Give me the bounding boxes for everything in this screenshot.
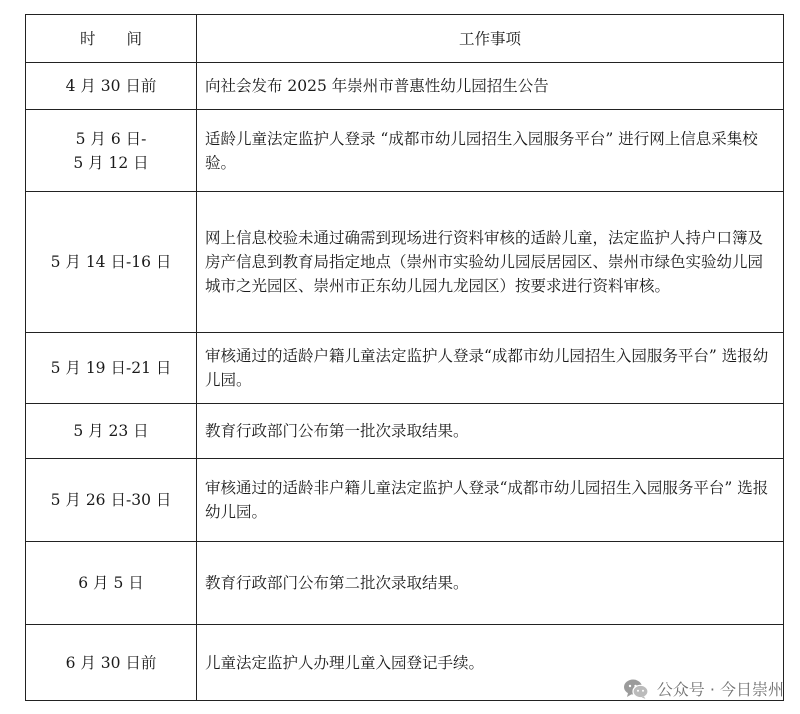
row-time: 6 月 5 日	[26, 542, 197, 625]
row-task: 审核通过的适龄非户籍儿童法定监护人登录“成都市幼儿园招生入园服务平台” 选报幼儿园。	[197, 459, 784, 542]
row-time: 6 月 30 日前	[26, 625, 197, 701]
row-task: 网上信息校验未通过确需到现场进行资料审核的适龄儿童，法定监护人持户口簿及房产信息到教育局指定地点（崇州市实验幼儿园辰居园区、崇州市绿色实验幼儿园城市之光园区、崇州市正东幼儿园九龙园区）按要求进行资料审核。	[197, 192, 784, 333]
row-time: 5 月 26 日-30 日	[26, 459, 197, 542]
table-row	[26, 459, 784, 542]
row-time: 4 月 30 日前	[26, 63, 197, 110]
header-task: 工作事项	[197, 15, 784, 63]
wechat-watermark	[623, 677, 784, 700]
table-row	[26, 110, 784, 192]
row-time: 5 月 6 日- 5 月 12 日	[26, 110, 197, 192]
table-row	[26, 63, 784, 110]
row-task: 适龄儿童法定监护人登录 “成都市幼儿园招生入园服务平台” 进行网上信息采集校验。	[197, 110, 784, 192]
row-task: 向社会发布 2025 年崇州市普惠性幼儿园招生公告	[197, 63, 784, 110]
row-task: 教育行政部门公布第一批次录取结果。	[197, 404, 784, 459]
row-time: 5 月 14 日-16 日	[26, 192, 197, 333]
table-row	[26, 542, 784, 625]
row-task: 教育行政部门公布第二批次录取结果。	[197, 542, 784, 625]
table-row	[26, 404, 784, 459]
wechat-icon	[623, 678, 649, 700]
enrollment-schedule-table	[25, 14, 784, 701]
table-row	[26, 333, 784, 404]
watermark-text: 公众号 · 今日崇州	[656, 680, 784, 699]
row-time: 5 月 23 日	[26, 404, 197, 459]
row-time: 5 月 19 日-21 日	[26, 333, 197, 404]
row-task: 审核通过的适龄户籍儿童法定监护人登录“成都市幼儿园招生入园服务平台” 选报幼儿园。	[197, 333, 784, 404]
header-time: 时 间	[26, 15, 197, 63]
table-header-row	[26, 15, 784, 63]
table-row	[26, 192, 784, 333]
row-task: 儿童法定监护人办理儿童入园登记手续。	[197, 625, 784, 701]
